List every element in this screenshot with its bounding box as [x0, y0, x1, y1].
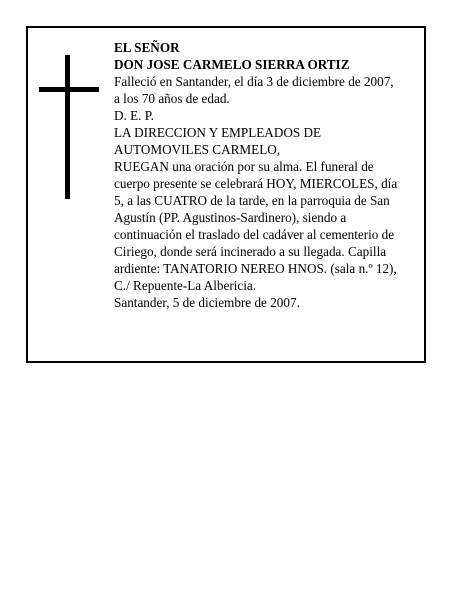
body-line: ardiente: TANATORIO NEREO HNOS. (sala n.º 12), [114, 261, 397, 276]
mourners-line-1: LA DIRECCION Y EMPLEADOS DE [114, 125, 322, 140]
rip-line: D. E. P. [114, 108, 154, 123]
obituary-text [114, 39, 420, 311]
body-line: continuación el traslado del cadáver al cementerio de [114, 227, 395, 242]
body-line: C./ Repuente-La Albericia. [114, 278, 257, 293]
deceased-name: DON JOSE CARMELO SIERRA ORTIZ [114, 57, 350, 72]
body-line: RUEGAN una oración por su alma. El funeral de [114, 159, 374, 174]
cross-horizontal-bar [39, 87, 99, 92]
title-line-1: EL SEÑOR [114, 40, 180, 55]
cross-vertical-bar [65, 55, 70, 199]
mourners-line-2: AUTOMOVILES CARMELO, [114, 142, 281, 157]
body-line: Ciriego, donde será incinerado a su llegada. Capilla [114, 244, 387, 259]
date-signature-line: Santander, 5 de diciembre de 2007. [114, 295, 300, 310]
body-line: 5, a las CUATRO de la tarde, en la parroquia de San [114, 193, 390, 208]
body-line: Agustín (PP. Agustinos-Sardinero), siendo a [114, 210, 347, 225]
death-details-line: Falleció en Santander, el día 3 de diciembre de 2007, [114, 74, 394, 89]
obituary-notice [26, 26, 426, 363]
cross-icon [39, 55, 99, 199]
body-line: cuerpo presente se celebrará HOY, MIERCOLES, día [114, 176, 398, 191]
age-line: a los 70 años de edad. [114, 91, 230, 106]
